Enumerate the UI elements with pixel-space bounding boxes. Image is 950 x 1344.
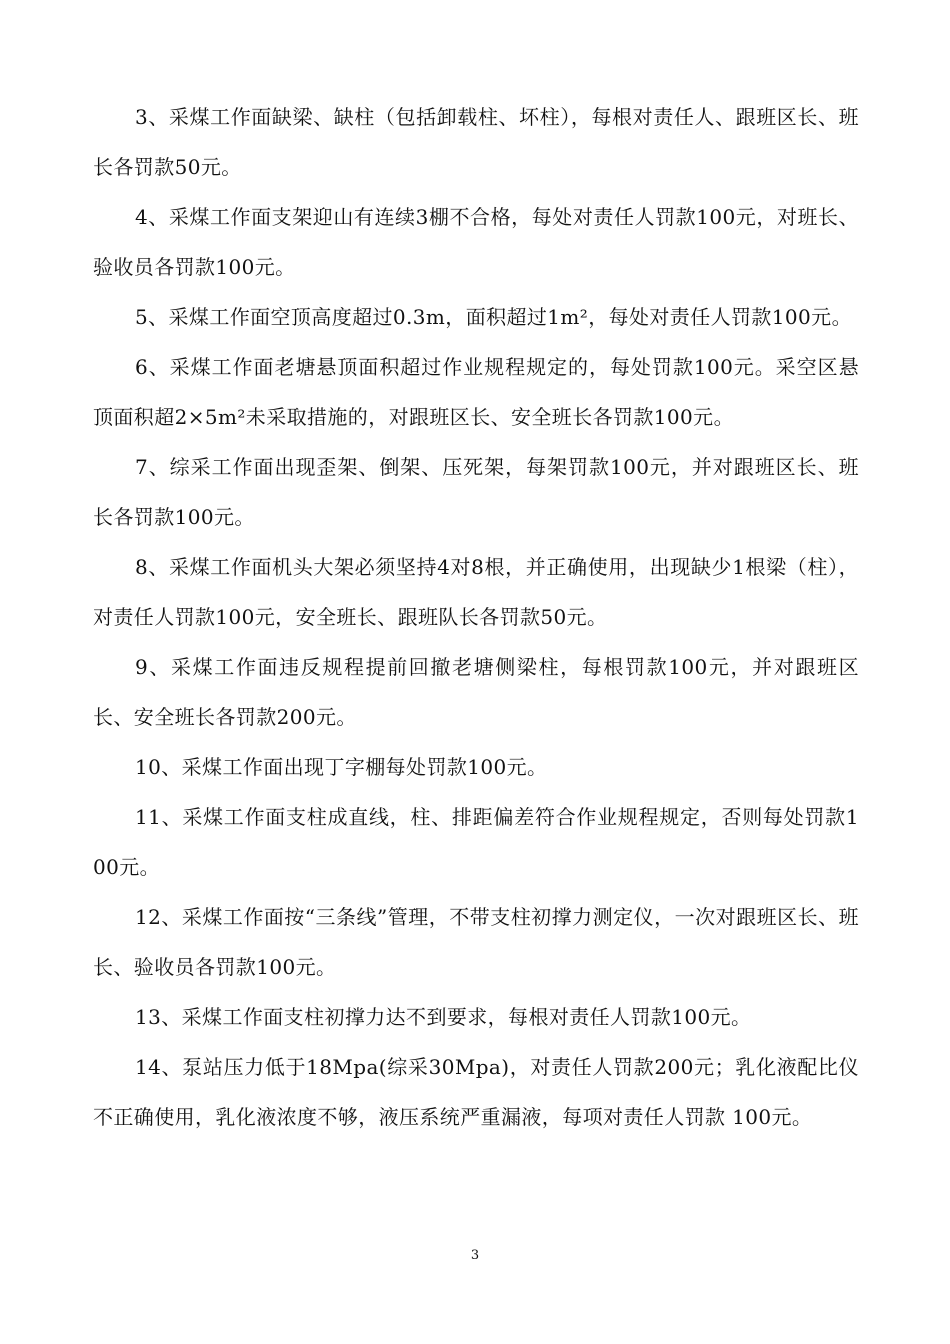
paragraph-4: 4、采煤工作面支架迎山有连续3棚不合格，每处对责任人罚款100元，对班长、验收员各罚款100元。 [93, 205, 859, 279]
paragraph-7: 7、综采工作面出现歪架、倒架、压死架，每架罚款100元，并对跟班区长、班长各罚款100元。 [93, 455, 859, 529]
page-number: 3 [470, 1248, 480, 1263]
paragraph-11: 11、采煤工作面支柱成直线，柱、排距偏差符合作业规程规定，否则每处罚款100元。 [93, 805, 859, 879]
paragraph-5: 5、采煤工作面空顶高度超过0.3m，面积超过1m²，每处对责任人罚款100元。 [135, 305, 852, 329]
document-body [93, 92, 859, 1142]
paragraph-9: 9、采煤工作面违反规程提前回撤老塘侧梁柱，每根罚款100元，并对跟班区长、安全班长各罚款200元。 [93, 655, 859, 729]
paragraph-14: 14、泵站压力低于18Mpa(综采30Mpa)，对责任人罚款200元；乳化液配比仪不正确使用，乳化液浓度不够，液压系统严重漏液，每项对责任人罚款 100元。 [93, 1055, 859, 1129]
paragraph-6: 6、采煤工作面老塘悬顶面积超过作业规程规定的，每处罚款100元。采空区悬顶面积超2×5m²未采取措施的，对跟班区长、安全班长各罚款100元。 [93, 355, 859, 429]
paragraph-13: 13、采煤工作面支柱初撑力达不到要求，每根对责任人罚款100元。 [135, 1005, 752, 1029]
paragraph-8: 8、采煤工作面机头大架必须坚持4对8根，并正确使用，出现缺少1根梁（柱），对责任人罚款100元，安全班长、跟班队长各罚款50元。 [93, 555, 859, 629]
paragraph-10: 10、采煤工作面出现丁字棚每处罚款100元。 [135, 755, 548, 779]
paragraph-3: 3、采煤工作面缺梁、缺柱（包括卸载柱、坏柱），每根对责任人、跟班区长、班长各罚款50元。 [93, 105, 859, 179]
paragraph-12: 12、采煤工作面按“三条线”管理，不带支柱初撑力测定仪，一次对跟班区长、班长、验收员各罚款100元。 [93, 905, 859, 979]
